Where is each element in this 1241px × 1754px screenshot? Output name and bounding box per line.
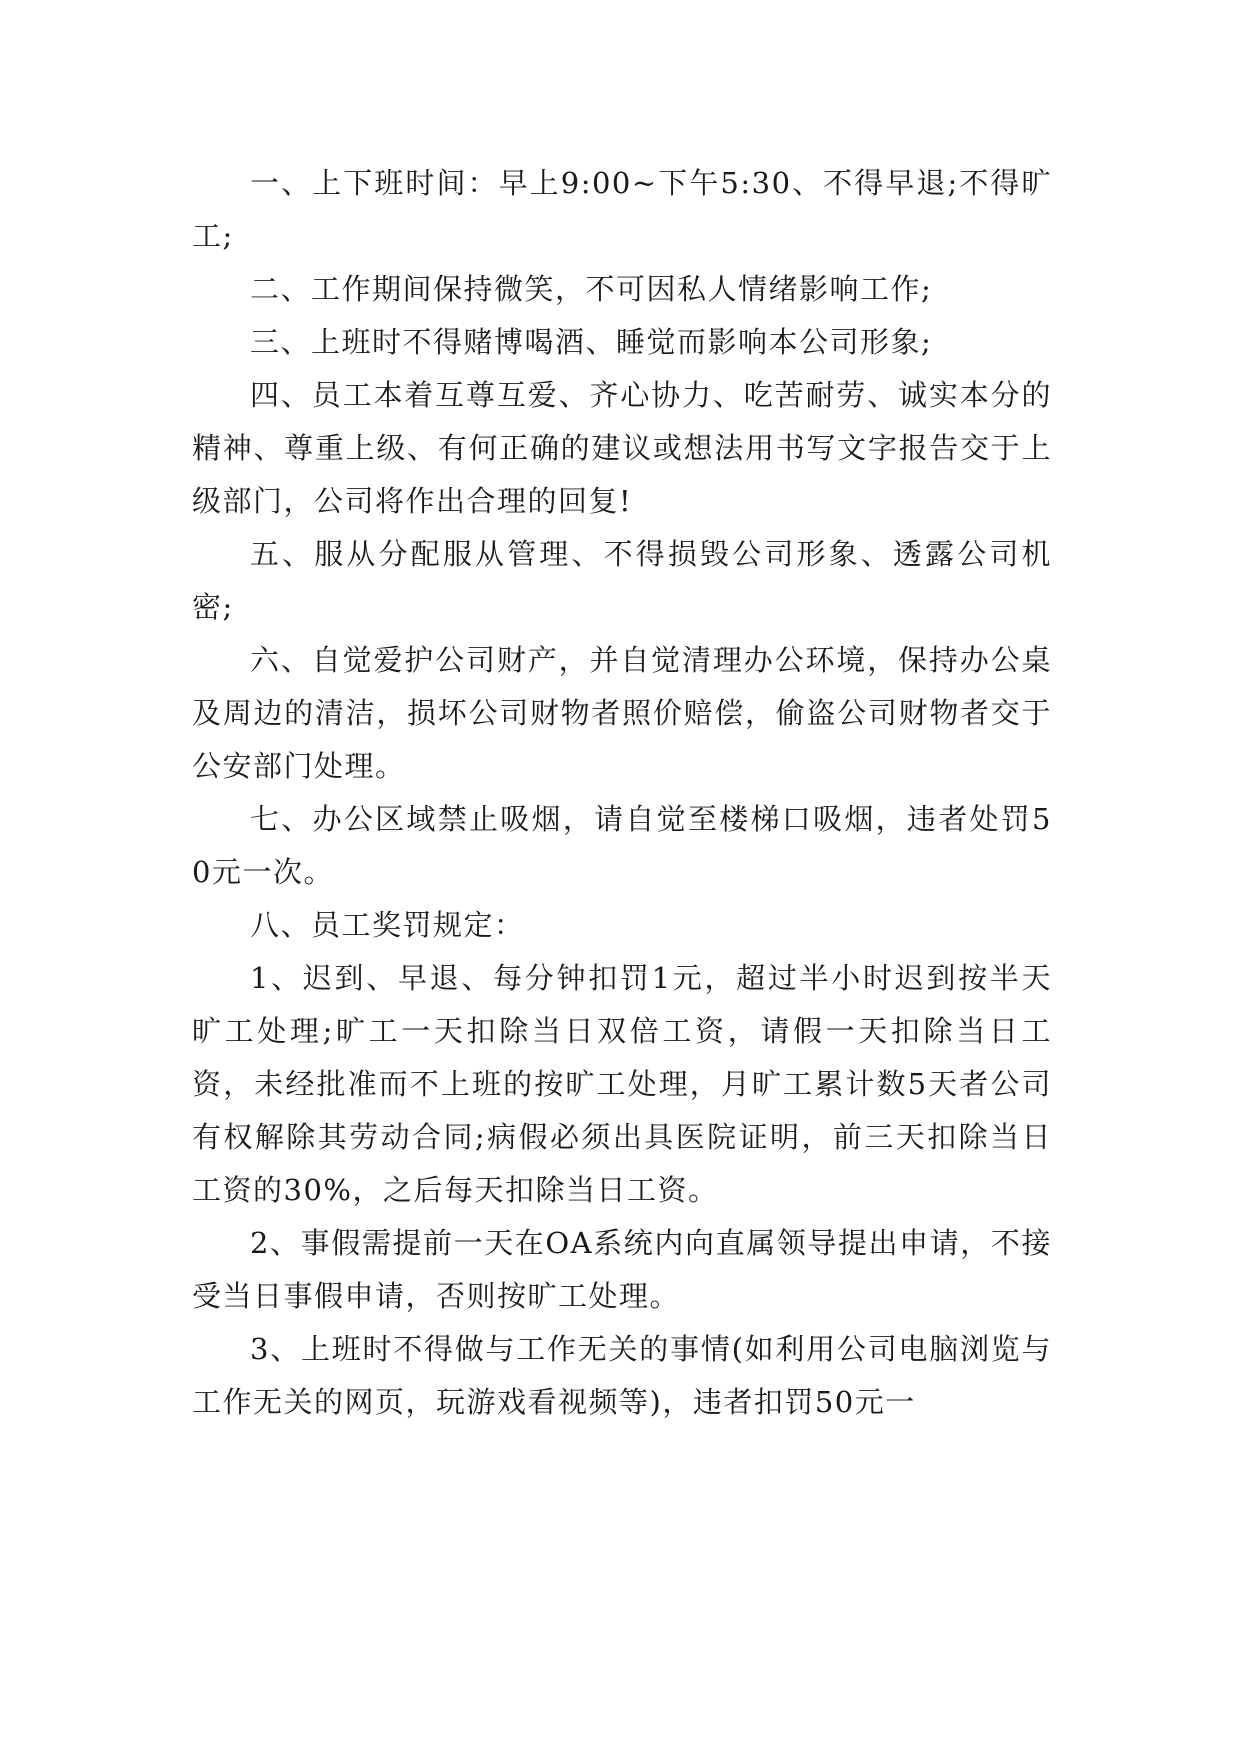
paragraph-mutual-respect: 四、员工本着互尊互爱、齐心协力、吃苦耐劳、诚实本分的精神、尊重上级、有何正确的建议或想法用书写文字报告交于上级部门，公司将作出合理的回复! bbox=[192, 378, 1052, 518]
paragraph-rewards-penalties-heading: 八、员工奖罚规定： bbox=[250, 908, 525, 942]
paragraph-lateness-rules: 1、迟到、早退、每分钟扣罚1元，超过半小时迟到按半天旷工处理;旷工一天扣除当日双倍工资，请假一天扣除当日工资，未经批准而不上班的按旷工处理，月旷工累计数5天者公司有权解除其劳动合同;病假必须出具医院证明，前三天扣除当日工资的30%，之后每天扣除当日工资。 bbox=[192, 961, 1052, 1207]
paragraph-no-smoking: 七、办公区域禁止吸烟，请自觉至楼梯口吸烟，违者处罚50元一次。 bbox=[192, 802, 1052, 889]
paragraph-personal-leave: 2、事假需提前一天在OA系统内向直属领导提出申请，不接受当日事假申请，否则按旷工处理。 bbox=[192, 1226, 1052, 1313]
paragraph-work-hours: 一、上下班时间：早上9:00~下午5:30、不得早退;不得旷工; bbox=[192, 166, 1052, 253]
paragraph-obey-management: 五、服从分配服从管理、不得损毁公司形象、透露公司机密; bbox=[192, 537, 1052, 624]
paragraph-smile: 二、工作期间保持微笑，不可因私人情绪影响工作; bbox=[250, 272, 933, 306]
paragraph-unrelated-activities: 3、上班时不得做与工作无关的事情(如利用公司电脑浏览与工作无关的网页，玩游戏看视频等)，违者扣罚50元一 bbox=[192, 1332, 1052, 1419]
paragraph-company-property: 六、自觉爱护公司财产，并自觉清理办公环境，保持办公桌及周边的清洁，损坏公司财物者照价赔偿，偷盗公司财物者交于公安部门处理。 bbox=[192, 643, 1052, 783]
paragraph-no-gambling: 三、上班时不得赌博喝酒、睡觉而影响本公司形象; bbox=[250, 325, 933, 359]
document-body bbox=[192, 157, 1052, 1429]
